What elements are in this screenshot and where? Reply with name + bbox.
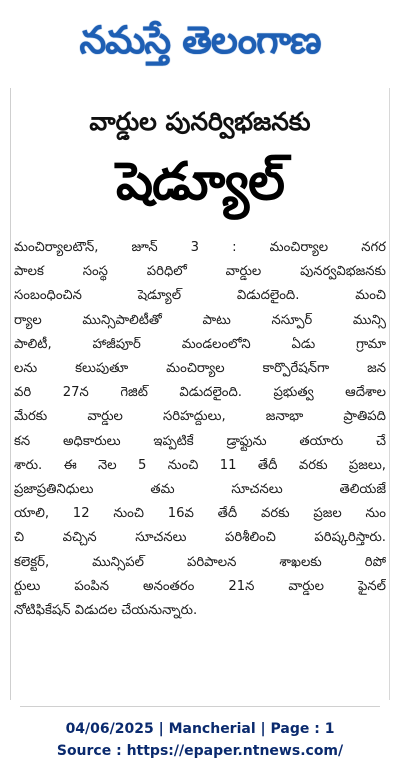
footer <box>0 718 400 762</box>
article-kicker: వార్డుల పునర్విభజనకు <box>89 107 311 136</box>
body-line: ర్టులు పంపిన అనంతరం 21న వార్డుల ఫైనల్ <box>14 578 386 594</box>
body-line: మంచిర్యాలటౌన్, జూన్ 3 : మంచిర్యాల నగర <box>14 240 386 255</box>
body-line: పాలక సంస్థ పరిధిలో వార్డుల పునర్వవిభజనకు <box>14 264 386 280</box>
body-line: యాలి, 12 నుంచి 16వ తేదీ వరకు ప్రజల నుం <box>14 506 386 522</box>
body-line: శారు. ఈ నెల 5 నుంచి 11 తేదీ వరకు ప్రజలు, <box>14 457 386 473</box>
body-line: సంబంధించిన షెడ్యూల్ విడుదలైంది. మంచి <box>14 288 386 304</box>
source-link[interactable]: Source : https://epaper.ntnews.com/ <box>56 743 344 759</box>
date-location-page: 04/06/2025 | Mancherial | Page : 1 <box>65 721 335 737</box>
body-line: ర్యాల మున్సిపాలిటీతో పాటు నస్పూర్ మున్సి <box>14 312 386 328</box>
body-line: లను కలుపుతూ మంచిర్యాల కార్పొరేషన్‌గా జన <box>14 361 386 377</box>
footer-divider <box>20 706 380 707</box>
article-body <box>14 236 386 623</box>
body-line: నోటిఫికేషన్ విడుదల చేయనున్నారు. <box>14 603 198 619</box>
body-line: వరి 27న గెజిట్ విడుదలైంది. ప్రభుత్వ ఆదేశాల <box>14 385 386 401</box>
newspaper-logo: నమస్తే తెలంగాణ <box>79 18 321 62</box>
body-line: కలెక్టర్, మున్సిపల్ పరిపాలన శాఖలకు రిపో <box>14 554 386 570</box>
body-line: ప్రజాప్రతినిధులు తమ సూచనలు తెలియజే <box>14 482 386 498</box>
body-line: కన అధికారులు ఇప్పటికే డ్రాఫ్టును తయారు చే <box>14 433 386 449</box>
body-line: మేరకు వార్డుల సరిహద్దులు, జనాభా ప్రాతిపది <box>14 409 386 425</box>
masthead <box>0 0 400 80</box>
body-line: చి వచ్చిన సూచనలు పరిశీలించి పరిష్కరిస్తారు. <box>14 530 386 546</box>
body-line: పాలిటీ, హాజీపూర్ మండలంలోని ఏడు గ్రామా <box>14 336 386 352</box>
article-headline: షెడ్యూల్ <box>116 152 284 212</box>
